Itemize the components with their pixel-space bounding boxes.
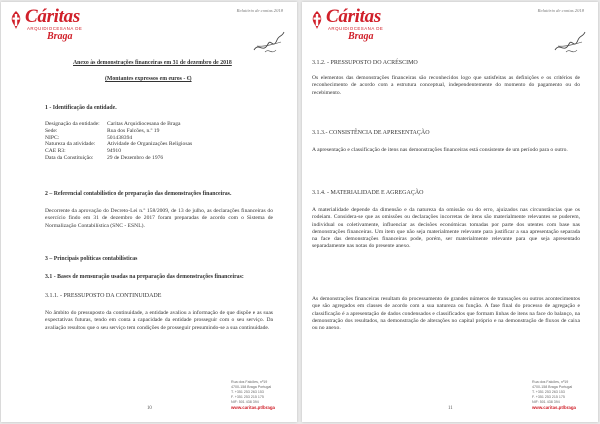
footer-contact — [532, 380, 576, 410]
entity-value: Atividade de Organizações Religiosas — [107, 141, 193, 148]
section-3-1-1-heading: 3.1.1. - PRESSUPOSTO DA CONTINUIDADE — [45, 293, 162, 299]
entity-value: 29 de Dezembro de 1976 — [107, 154, 164, 161]
footer-phone: T. +351 253 263 153 — [532, 390, 565, 394]
entity-label: NIPC: — [45, 134, 60, 141]
footer-website[interactable]: www.caritas.pt/braga — [231, 405, 276, 410]
footer-website[interactable]: www.caritas.pt/braga — [532, 405, 577, 410]
footer-phone: T. +351 253 263 153 — [231, 390, 264, 394]
header-note: Relatório de contas 2018 — [537, 8, 584, 13]
section-3-1-3-body: A apresentação e classificação de itens nas demonstrações financeiras está consistente de um período para o outro. — [312, 147, 568, 153]
entity-value: Caritas Arquidiocesana de Braga — [107, 121, 181, 127]
document-page-right — [302, 2, 598, 422]
entity-label: Sede: — [45, 127, 58, 134]
header-note: Relatório de contas 2018 — [236, 8, 283, 13]
entity-label: Data da Constituição: — [45, 154, 94, 161]
entity-row — [45, 135, 192, 142]
caritas-cross-icon — [308, 10, 326, 30]
brand-city: Braga — [47, 31, 73, 42]
entity-row — [45, 141, 192, 148]
entity-value: 94910 — [107, 148, 121, 155]
entity-label: CAE R3: — [45, 148, 66, 155]
document-page-left — [1, 2, 297, 422]
page-number: 10 — [147, 406, 152, 411]
section-3-1-2-heading: 3.1.2. - PRESSUPOSTO DO ACRÉSCIMO — [312, 60, 418, 66]
footer-address: Rua dos Falcões, nº19 — [532, 380, 569, 384]
brand-subtitle: ARQUIDIOCESANA DE — [27, 26, 83, 31]
entity-details-table — [45, 121, 192, 162]
footer-nif: NIF: 501 438 394 — [532, 400, 560, 404]
entity-label: Designação da entidade: — [45, 121, 100, 127]
entity-value: Rua dos Falcões, n.º 19 — [107, 127, 160, 134]
section-3-heading: 3 – Principais políticas contabilísticas — [45, 256, 138, 262]
section-2-heading: 2 – Referencial contabilístico de preparação das demonstrações financeiras. — [45, 191, 232, 197]
entity-row — [45, 128, 192, 135]
footer-fax: F. +351 253 215 175 — [231, 395, 264, 399]
footer-postcode: 4700-158 Braga Portugal — [231, 385, 272, 389]
section-3-1-1-body: No âmbito do pressuposto da continuidade, a entidade avaliou a informação de que dispõe e as suas expectativas futuras, tendo em conta a capacidade da entidade prosseguir com o seu serviço. Da avaliação resultou que o seu serviço tem condições de prosseguir presumindo-se a sua continuidade. — [45, 310, 273, 331]
section-3-1-3-heading: 3.1.3.- CONSISTÊNCIA DE APRESENTAÇÃO — [312, 130, 430, 136]
footer-contact — [231, 380, 275, 410]
entity-label: Natureza da atividade: — [45, 141, 96, 148]
page-number: 11 — [448, 406, 453, 411]
brand-subtitle: ARQUIDIOCESANA DE — [328, 26, 384, 31]
signature-image — [251, 28, 287, 58]
section-3-1-4-body-2: As demonstrações financeiras resultam do processamento de grandes números de transações ou outros acontecimentos que são agregados em classes de acordo com a sua natureza ou função. A fase final do processo de agregação e classificação é a apresentação de dados condensados e classificados que formam linhas de itens na face do balanço, na demonstração dos resultados, na demonstração de alterações no capital próprio e na demonstração de fluxos de caixa ou no anexo. — [312, 296, 580, 332]
section-3-1-2-body: Os elementos das demonstrações financeiras são reconhecidos logo que satisfeitas as definições e os critérios de reconhecimento de acordo com a estrutura conceptual, independentemente do momento do pagamento ou do recebimento. — [312, 75, 580, 96]
annex-subtitle: (Montantes expressos em euros - €) — [105, 76, 192, 82]
section-2-body: Decorrente da aprovação do Decreto-Lei n.º 158/2009, de 13 de julho, as declarações financeiras do exercício findo em 31 de dezembro de 2017 foram preparadas de acordo com o Sistema de Normalização Contabilística (SNC - ESNL). — [45, 208, 273, 229]
footer-fax: F. +351 253 215 175 — [532, 395, 565, 399]
brand-city: Braga — [348, 31, 374, 42]
caritas-cross-icon — [7, 10, 25, 30]
entity-row — [45, 155, 192, 162]
footer-postcode: 4700-158 Braga Portugal — [532, 385, 573, 389]
brand-name: Cáritas — [25, 6, 80, 27]
footer-address: Rua dos Falcões, nº19 — [231, 380, 268, 384]
section-3-1-heading: 3.1 - Bases de mensuração usadas na preparação das demonstrações financeiras: — [45, 274, 244, 280]
entity-row — [45, 121, 192, 128]
brand-name: Cáritas — [326, 6, 381, 27]
section-1-heading: 1 - Identificação da entidade. — [45, 105, 117, 111]
signature-image — [552, 28, 588, 58]
section-3-1-4-heading: 3.1.4. - MATERIALIDADE E AGREGAÇÃO — [312, 190, 424, 196]
entity-row — [45, 148, 192, 155]
entity-value: 501438394 — [107, 134, 133, 141]
footer-nif: NIF: 501 438 394 — [231, 400, 259, 404]
section-3-1-4-body-1: A materialidade depende da dimensão e da natureza da omissão ou do erro, ajuizados nas circunstâncias que os rodeiam. Considera-se que as omissões ou declarações incorretas de itens são materialmente relevantes se puderem, individual ou coletivamente, influenciar as decisões económicas tomadas por parte dos utentes com base nas demonstrações financeiras. Um item que não seja materialmente relevante para justificar a sua apresentação separada na face das demonstrações financeiras pode, porém, ser materialmente relevante para que seja apresentado separadamente nas notas do presente anexo. — [312, 207, 580, 250]
annex-title: Anexo às demonstrações financeiras em 31 de dezembro de 2018 — [73, 60, 232, 66]
